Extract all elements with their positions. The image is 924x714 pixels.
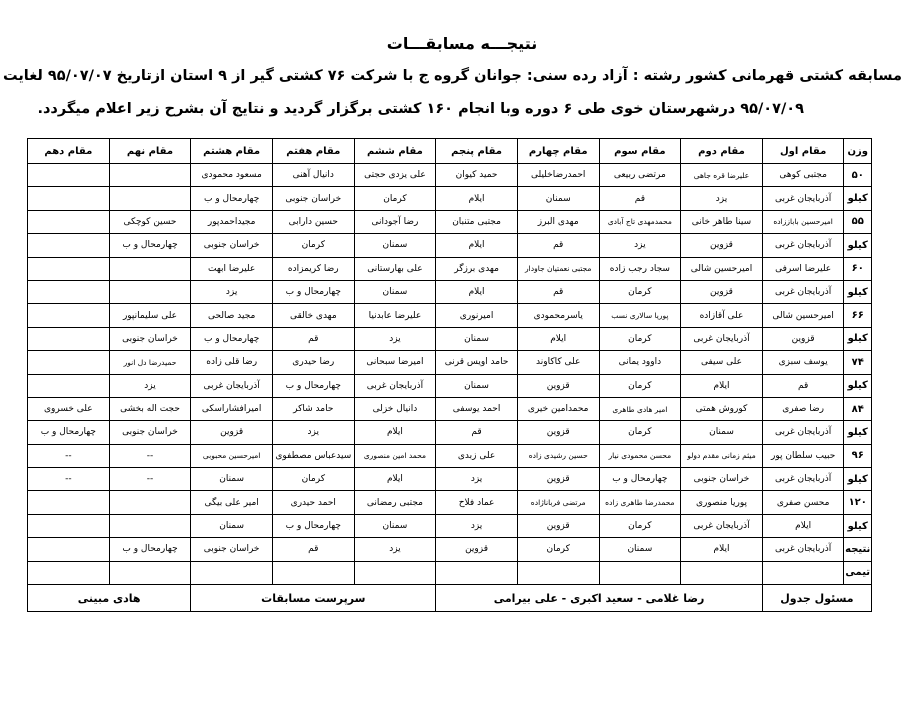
- result-cell: چهارمحال و ب: [191, 187, 273, 210]
- result-cell: [28, 280, 110, 303]
- result-cell: [28, 164, 110, 187]
- result-cell: [517, 561, 599, 584]
- result-cell: [28, 327, 110, 350]
- table-footer-row: [28, 585, 872, 612]
- result-cell: مجتبی نعمتیان جاودار: [517, 257, 599, 280]
- result-cell: رضا کریمزاده: [272, 257, 354, 280]
- result-cell: چهارمحال و ب: [109, 538, 191, 561]
- result-cell: سمنان: [191, 468, 273, 491]
- result-cell: حامد اویس قرنی: [436, 351, 518, 374]
- result-cell: [28, 304, 110, 327]
- header-cell: مقام هشتم: [191, 139, 273, 164]
- result-cell: [272, 561, 354, 584]
- result-cell: علی سیفی: [681, 351, 763, 374]
- result-cell: کرمان: [599, 421, 681, 444]
- results-table: [27, 138, 872, 612]
- result-cell: [28, 491, 110, 514]
- result-cell: چهارمحال و ب: [109, 234, 191, 257]
- result-cell: مرتضی فرباناژاده: [517, 491, 599, 514]
- result-cell: امیرحسین باباززاده: [762, 210, 844, 233]
- result-cell: مجیداحمدپور: [191, 210, 273, 233]
- table-row: [28, 538, 872, 561]
- table-row: [28, 210, 872, 233]
- result-cell: سمنان: [354, 234, 436, 257]
- weight-cell: کیلو: [844, 374, 872, 397]
- table-row: [28, 234, 872, 257]
- result-cell: آذربایجان غربی: [191, 374, 273, 397]
- result-cell: علی سلیمانپور: [109, 304, 191, 327]
- result-cell: خراسان جنوبی: [681, 468, 763, 491]
- result-cell: ایلام: [354, 468, 436, 491]
- result-cell: عماد فلاح: [436, 491, 518, 514]
- result-cell: علی زبدی: [436, 444, 518, 467]
- result-cell: سمنان: [191, 514, 273, 537]
- result-cell: مهدی برزگر: [436, 257, 518, 280]
- result-cell: علی بهارستانی: [354, 257, 436, 280]
- result-cell: [109, 491, 191, 514]
- result-cell: کرمان: [599, 374, 681, 397]
- result-cell: کرمان: [599, 514, 681, 537]
- result-cell: آذربایجان غربی: [762, 280, 844, 303]
- result-cell: احمد یوسفی: [436, 397, 518, 420]
- result-cell: کرمان: [599, 327, 681, 350]
- result-cell: قم: [762, 374, 844, 397]
- result-cell: آذربایجان غربی: [762, 234, 844, 257]
- result-cell: حجت اله بخشی: [109, 397, 191, 420]
- result-cell: قزوین: [517, 421, 599, 444]
- result-cell: قزوین: [762, 327, 844, 350]
- result-cell: مجید صالحی: [191, 304, 273, 327]
- result-cell: --: [28, 444, 110, 467]
- weight-cell: ۸۴: [844, 397, 872, 420]
- result-cell: خراسان جنوبی: [191, 538, 273, 561]
- header-cell: وزن: [844, 139, 872, 164]
- header-cell: مقام سوم: [599, 139, 681, 164]
- result-cell: مهدی البرز: [517, 210, 599, 233]
- result-cell: رضا آجودانی: [354, 210, 436, 233]
- result-cell: قزوین: [517, 468, 599, 491]
- table-row: [28, 444, 872, 467]
- result-cell: یزد: [436, 514, 518, 537]
- result-cell: [28, 514, 110, 537]
- result-cell: [28, 351, 110, 374]
- result-cell: [191, 561, 273, 584]
- result-cell: سمنان: [436, 374, 518, 397]
- footer-value-1: رضا غلامی - سعید اکبری - علی بیرامی: [436, 585, 763, 612]
- result-cell: احمد حیدری: [272, 491, 354, 514]
- result-cell: قم: [272, 538, 354, 561]
- result-cell: کرمان: [354, 187, 436, 210]
- weight-cell: کیلو: [844, 234, 872, 257]
- intro-line-1: مسابقه کشتی قهرمانی کشور رشته : آزاد رده سنی: جوانان گروه ج با شرکت ۷۶ کشتی گیر از ۹ استان ازتاریخ ۹۵/۰۷/۰۷ لغایت: [2, 68, 902, 84]
- result-cell: آذربایجان غربی: [681, 327, 763, 350]
- result-cell: کوروش همتی: [681, 397, 763, 420]
- result-cell: حمیدرضا دل انور: [109, 351, 191, 374]
- header-cell: مقام ششم: [354, 139, 436, 164]
- result-cell: حبیب سلطان پور: [762, 444, 844, 467]
- result-cell: [109, 561, 191, 584]
- result-cell: چهارمحال و ب: [191, 327, 273, 350]
- result-cell: حسین کوچکی: [109, 210, 191, 233]
- weight-cell: ۶۰: [844, 257, 872, 280]
- result-cell: یزد: [354, 327, 436, 350]
- result-cell: کرمان: [599, 280, 681, 303]
- result-cell: چهارمحال و ب: [272, 514, 354, 537]
- result-cell: قم: [517, 234, 599, 257]
- result-cell: قم: [436, 421, 518, 444]
- result-cell: --: [109, 444, 191, 467]
- table-row: [28, 491, 872, 514]
- intro-line-2: ۹۵/۰۷/۰۹ درشهرستان خوی طی ۶ دوره وبا انجام ۱۶۰ کشتی برگزار گردید و نتایج آن بشرح زیر اعلام میگردد.: [37, 101, 804, 117]
- result-cell: سمنان: [354, 514, 436, 537]
- result-cell: آذربایجان غربی: [681, 514, 763, 537]
- result-cell: پوریا منصوری: [681, 491, 763, 514]
- result-cell: آذربایجان غربی: [354, 374, 436, 397]
- table-row: [28, 327, 872, 350]
- result-cell: [28, 187, 110, 210]
- result-cell: چهارمحال و ب: [599, 468, 681, 491]
- result-cell: یزد: [354, 538, 436, 561]
- weight-cell: کیلو: [844, 421, 872, 444]
- table-row: [28, 304, 872, 327]
- result-cell: آذربایجان غربی: [762, 421, 844, 444]
- table-header-row: [28, 139, 872, 164]
- weight-cell: ۵۵: [844, 210, 872, 233]
- result-cell: سمنان: [599, 538, 681, 561]
- header-cell: مقام اول: [762, 139, 844, 164]
- result-cell: [28, 210, 110, 233]
- result-cell: [436, 561, 518, 584]
- result-cell: [109, 257, 191, 280]
- result-cell: مجتبی متنبان: [436, 210, 518, 233]
- result-cell: سمنان: [517, 187, 599, 210]
- result-cell: --: [109, 468, 191, 491]
- result-cell: علیرضا عابدنیا: [354, 304, 436, 327]
- result-cell: امیرضا سبحانی: [354, 351, 436, 374]
- result-cell: یزد: [599, 234, 681, 257]
- result-cell: حسین رشیدی زاده: [517, 444, 599, 467]
- table-row: [28, 468, 872, 491]
- table-row: [28, 280, 872, 303]
- result-cell: یزد: [191, 280, 273, 303]
- result-cell: مهدی خالقی: [272, 304, 354, 327]
- result-cell: احمدرضاخلیلی: [517, 164, 599, 187]
- result-cell: [28, 257, 110, 280]
- result-cell: قم: [517, 280, 599, 303]
- result-cell: [354, 561, 436, 584]
- weight-cell: ۵۰: [844, 164, 872, 187]
- result-cell: قزوین: [517, 374, 599, 397]
- table-row: [28, 374, 872, 397]
- result-cell: رضا قلی زاده: [191, 351, 273, 374]
- result-cell: سمنان: [436, 327, 518, 350]
- result-cell: [109, 187, 191, 210]
- result-cell: میثم زمانی مقدم دولو: [681, 444, 763, 467]
- header-cell: مقام هفتم: [272, 139, 354, 164]
- result-cell: علی یزدی حجتی: [354, 164, 436, 187]
- result-cell: قزوین: [681, 234, 763, 257]
- result-cell: علیرضا اسرفی: [762, 257, 844, 280]
- result-cell: [109, 280, 191, 303]
- weight-cell: کیلو: [844, 187, 872, 210]
- result-cell: قزوین: [681, 280, 763, 303]
- result-cell: مجتبی رمضانی: [354, 491, 436, 514]
- header-cell: مقام دوم: [681, 139, 763, 164]
- result-cell: [762, 561, 844, 584]
- footer-value-2: هادی مبینی: [28, 585, 191, 612]
- footer-label-1: مسئول جدول: [762, 585, 871, 612]
- header-cell: مقام دهم: [28, 139, 110, 164]
- header-cell: مقام نهم: [109, 139, 191, 164]
- result-cell: سیدعباس مصطفوی: [272, 444, 354, 467]
- table-row: [28, 397, 872, 420]
- result-cell: یزد: [436, 468, 518, 491]
- table-row: [28, 187, 872, 210]
- weight-cell: ۱۲۰: [844, 491, 872, 514]
- result-cell: قزوین: [191, 421, 273, 444]
- result-cell: [681, 561, 763, 584]
- result-cell: [109, 514, 191, 537]
- result-cell: سینا طاهر خانی: [681, 210, 763, 233]
- result-cell: --: [28, 468, 110, 491]
- result-cell: قزوین: [436, 538, 518, 561]
- result-cell: حامد شاکر: [272, 397, 354, 420]
- result-cell: قم: [599, 187, 681, 210]
- result-cell: محمدرضا طاهری زاده: [599, 491, 681, 514]
- result-cell: خراسان جنوبی: [272, 187, 354, 210]
- result-cell: ایلام: [517, 327, 599, 350]
- result-cell: امیرنوری: [436, 304, 518, 327]
- weight-cell: کیلو: [844, 280, 872, 303]
- result-cell: چهارمحال و ب: [28, 421, 110, 444]
- result-cell: سمنان: [681, 421, 763, 444]
- result-cell: ایلام: [762, 514, 844, 537]
- result-cell: یزد: [681, 187, 763, 210]
- result-cell: امیرافشاراسکی: [191, 397, 273, 420]
- result-cell: پوریا سالاری نسب: [599, 304, 681, 327]
- result-cell: علی خسروی: [28, 397, 110, 420]
- result-cell: داوود یمانی: [599, 351, 681, 374]
- footer-label-2: سرپرست مسابقات: [191, 585, 436, 612]
- result-cell: محسن محمودی نیار: [599, 444, 681, 467]
- result-cell: کرمان: [272, 468, 354, 491]
- result-cell: ایلام: [354, 421, 436, 444]
- result-cell: مسعود محمودی: [191, 164, 273, 187]
- result-cell: سمنان: [354, 280, 436, 303]
- result-cell: خراسان جنوبی: [191, 234, 273, 257]
- result-cell: علیرضا ابهت: [191, 257, 273, 280]
- result-cell: علیرضا قره جاهی: [681, 164, 763, 187]
- weight-cell: ۶۶: [844, 304, 872, 327]
- weight-cell: نتیجه: [844, 538, 872, 561]
- weight-cell: تیمی: [844, 561, 872, 584]
- result-cell: مجتبی کوهی: [762, 164, 844, 187]
- result-cell: علی کاکاوند: [517, 351, 599, 374]
- result-cell: آذربایجان غربی: [762, 187, 844, 210]
- result-cell: [28, 538, 110, 561]
- table-row: [28, 421, 872, 444]
- result-cell: محسن صفری: [762, 491, 844, 514]
- result-cell: قزوین: [517, 514, 599, 537]
- result-cell: خراسان جنوبی: [109, 421, 191, 444]
- weight-cell: کیلو: [844, 514, 872, 537]
- result-cell: ایلام: [681, 374, 763, 397]
- result-cell: [599, 561, 681, 584]
- result-cell: کرمان: [272, 234, 354, 257]
- result-cell: ایلام: [436, 187, 518, 210]
- weight-cell: ۷۴: [844, 351, 872, 374]
- result-cell: امیر هادی طاهری: [599, 397, 681, 420]
- header-cell: مقام چهارم: [517, 139, 599, 164]
- table-row: [28, 351, 872, 374]
- result-cell: یزد: [109, 374, 191, 397]
- result-cell: آذربایجان غربی: [762, 538, 844, 561]
- weight-cell: کیلو: [844, 468, 872, 491]
- result-cell: حسین دارابی: [272, 210, 354, 233]
- result-cell: چهارمحال و ب: [272, 280, 354, 303]
- result-cell: یزد: [272, 421, 354, 444]
- weight-cell: کیلو: [844, 327, 872, 350]
- result-cell: رضا صفری: [762, 397, 844, 420]
- result-cell: [28, 561, 110, 584]
- result-cell: ایلام: [436, 280, 518, 303]
- result-cell: آذربایجان غربی: [762, 468, 844, 491]
- result-cell: محمدمهدی تاج آبادی: [599, 210, 681, 233]
- result-cell: خراسان جنوبی: [109, 327, 191, 350]
- result-cell: دانیال خزلی: [354, 397, 436, 420]
- result-cell: علی آقازاده: [681, 304, 763, 327]
- result-cell: محمد امین منصوری: [354, 444, 436, 467]
- result-cell: [28, 234, 110, 257]
- weight-cell: ۹۶: [844, 444, 872, 467]
- result-cell: رضا حیدری: [272, 351, 354, 374]
- result-cell: قم: [272, 327, 354, 350]
- result-cell: یوسف سبزی: [762, 351, 844, 374]
- table-row: [28, 257, 872, 280]
- result-cell: سجاد رجب زاده: [599, 257, 681, 280]
- result-cell: [109, 164, 191, 187]
- table-row: [28, 561, 872, 584]
- result-cell: امیرحسین محبوبی: [191, 444, 273, 467]
- result-cell: حمید کیوان: [436, 164, 518, 187]
- result-cell: امیرحسین شالی: [681, 257, 763, 280]
- result-cell: مرتضی ربیعی: [599, 164, 681, 187]
- result-cell: [28, 374, 110, 397]
- result-cell: ایلام: [436, 234, 518, 257]
- result-cell: یاسرمحمودی: [517, 304, 599, 327]
- table-row: [28, 164, 872, 187]
- header-cell: مقام پنجم: [436, 139, 518, 164]
- result-cell: محمدامین خیری: [517, 397, 599, 420]
- result-cell: کرمان: [517, 538, 599, 561]
- document-title: نتیجـــه مسابقـــات: [386, 34, 538, 53]
- table-row: [28, 514, 872, 537]
- result-cell: دانیال آهنی: [272, 164, 354, 187]
- result-cell: امیرحسین شالی: [762, 304, 844, 327]
- result-cell: ایلام: [681, 538, 763, 561]
- result-cell: چهارمحال و ب: [272, 374, 354, 397]
- result-cell: امیر علی بیگی: [191, 491, 273, 514]
